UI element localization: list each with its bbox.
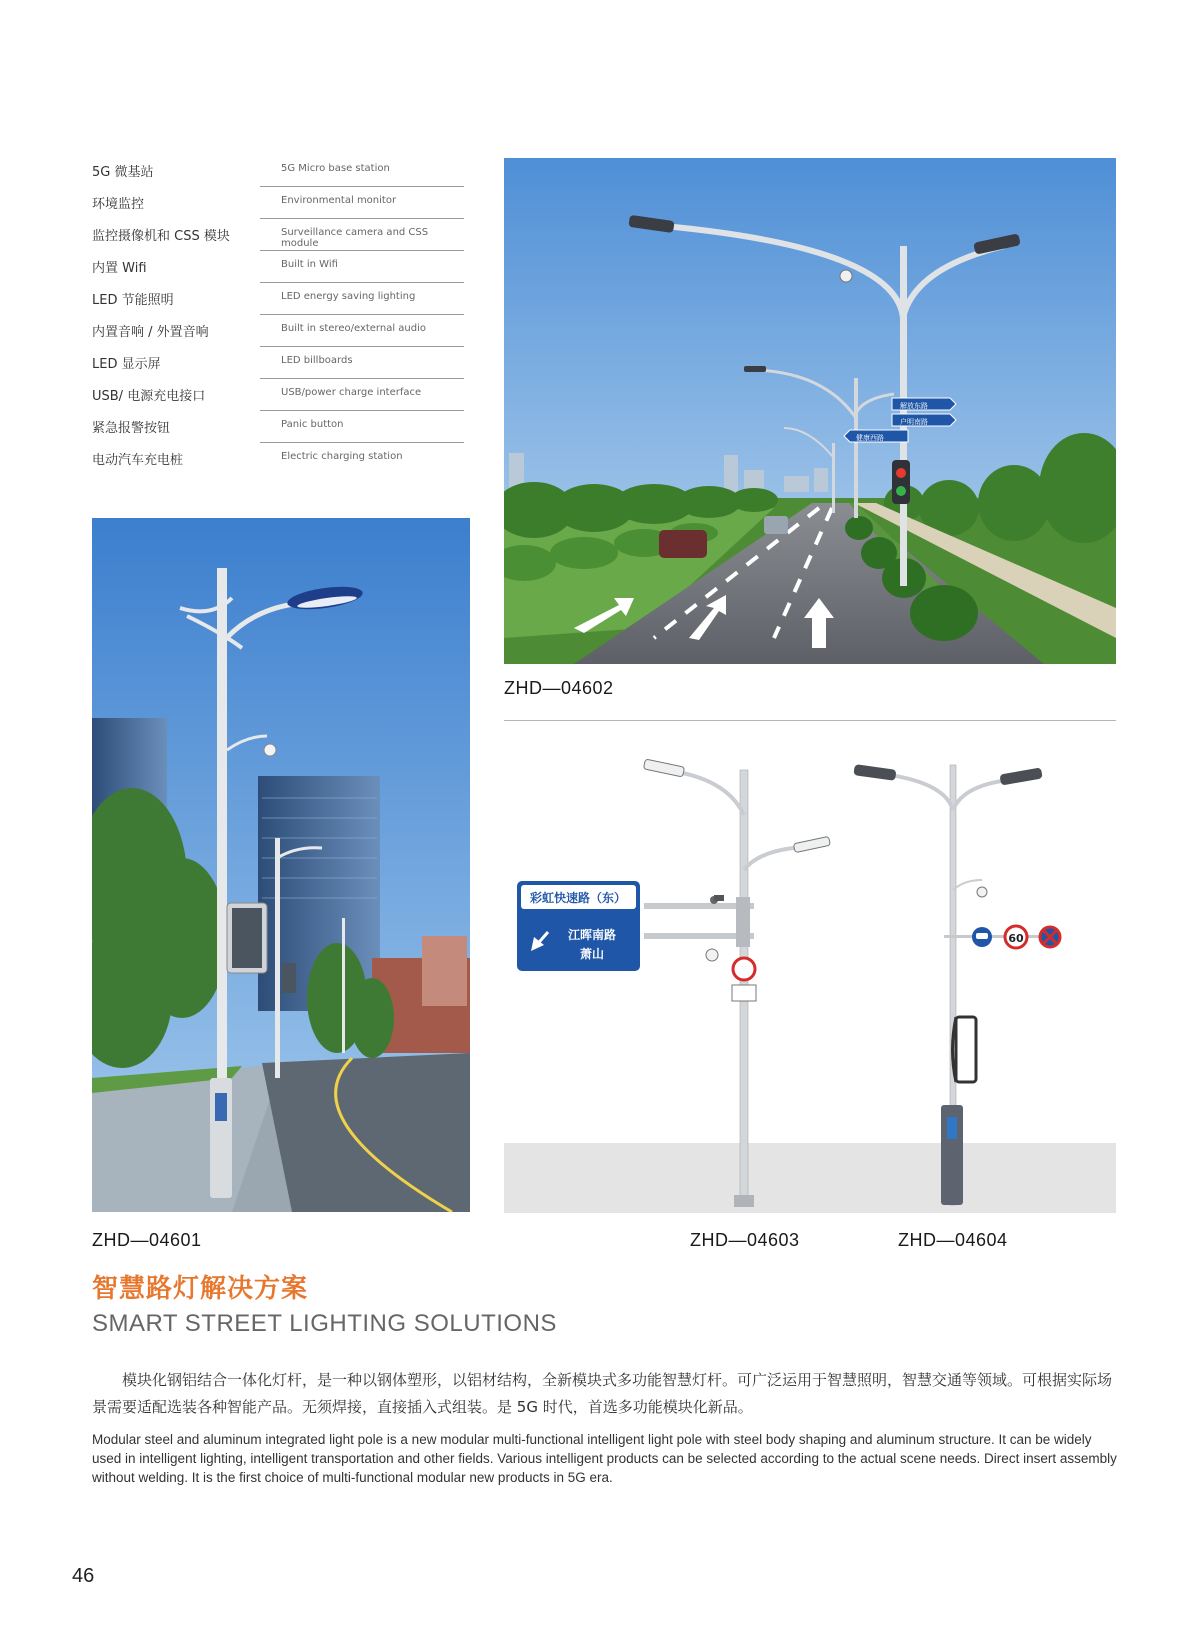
feature-zh: 内置 Wifi [92, 261, 147, 276]
feature-en: Built in Wifi [281, 259, 338, 270]
feature-zh: LED 显示屏 [92, 357, 161, 372]
feature-en: Electric charging station [281, 451, 403, 462]
feature-en: LED billboards [281, 355, 353, 366]
page-number: 46 [72, 1565, 95, 1587]
feature-en: Built in stereo/external audio [281, 323, 426, 334]
road-scene-illustration [504, 158, 1116, 664]
model-label-04602: ZHD—04602 [504, 678, 614, 698]
street-sign-2: 户明南路 [900, 418, 928, 426]
feature-row [92, 155, 464, 187]
feature-en: Panic button [281, 419, 344, 430]
divider-line [504, 720, 1116, 721]
feature-row [92, 379, 464, 411]
description-en: Modular steel and aluminum integrated light pole is a new modular multi-functional intelligent light pole with steel body shaping and aluminum structure. It can be widely used in intelligent lighting, intelligent transportation and other fields. Various intelligent products can be selected according to the actual scene needs. Direct insert assembly without welding. It is the first choice of multi-functional modular new products in 5G era. [92, 1432, 1117, 1485]
speed-limit-value: 60 [1008, 932, 1024, 945]
feature-zh: LED 节能照明 [92, 293, 174, 308]
section-title-zh: 智慧路灯解决方案 [92, 1274, 309, 1304]
model-label-04603: ZHD—04603 [690, 1230, 800, 1250]
feature-table [92, 155, 464, 474]
feature-row [92, 411, 464, 443]
description-zh: 模块化钢铝结合一体化灯杆，是一种以钢体塑形，以铝材结构，全新模块式多功能智慧灯杆。可广泛运用于智慧照明，智慧交通等领域。可根据实际场景需要适配选装各种智能产品。无须焊接，直接插入式组装。是 5G 时代，首选多功能模块化新品。 [92, 1371, 1113, 1416]
product-photo-04602 [504, 158, 1116, 664]
section-title-en: SMART STREET LIGHTING SOLUTIONS [92, 1310, 557, 1337]
feature-zh: 内置音响 / 外置音响 [92, 325, 209, 340]
feature-en: Surveillance camera and CSS module [281, 227, 429, 249]
feature-zh: 电动汽车充电桩 [92, 453, 184, 468]
feature-row [92, 187, 464, 219]
street-sign-1: 解放东路 [900, 402, 928, 410]
guide-sign-line1: 江晖南路 [567, 928, 617, 942]
feature-en: Environmental monitor [281, 195, 397, 206]
feature-row [92, 283, 464, 315]
feature-en: USB/power charge interface [281, 387, 422, 398]
model-label-04604: ZHD—04604 [898, 1230, 1008, 1250]
feature-row [92, 251, 464, 283]
feature-row [92, 443, 464, 474]
feature-zh: 5G 微基站 [92, 165, 154, 180]
feature-zh: 监控摄像机和 CSS 模块 [92, 229, 230, 244]
product-photo-04603-04604 [504, 755, 1116, 1213]
feature-zh: USB/ 电源充电接口 [92, 389, 206, 404]
guide-sign-top: 彩虹快速路（东） [529, 891, 627, 905]
pole-render-illustration [504, 755, 1116, 1213]
no-parking-icon [733, 958, 755, 980]
model-label-04601: ZHD—04601 [92, 1230, 202, 1250]
feature-en: 5G Micro base station [281, 163, 390, 174]
feature-zh: 紧急报警按钮 [92, 421, 171, 436]
feature-zh: 环境监控 [92, 197, 145, 212]
feature-row [92, 219, 464, 251]
guide-sign-line2: 萧山 [579, 947, 605, 961]
product-photo-04601 [92, 518, 470, 1212]
street-sign-3: 健康西路 [856, 434, 884, 442]
guide-sign [516, 880, 641, 972]
feature-row [92, 315, 464, 347]
feature-row [92, 347, 464, 379]
city-street-illustration [92, 518, 470, 1212]
feature-en: LED energy saving lighting [281, 291, 416, 302]
